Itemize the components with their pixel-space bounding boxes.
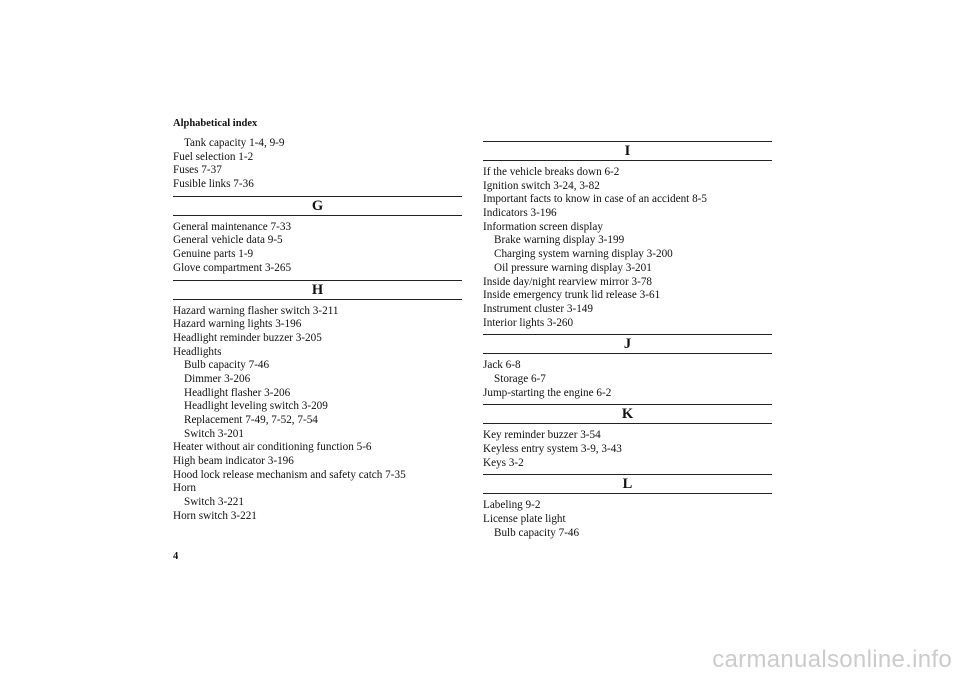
index-subentry: Headlight flasher 3-206 bbox=[184, 386, 291, 399]
section-header-l: L bbox=[483, 474, 772, 494]
index-entry: Important facts to know in case of an accident 8-5 bbox=[483, 193, 707, 206]
index-entry: Keys 3-2 bbox=[483, 456, 524, 469]
index-entry: Hazard warning flasher switch 3-211 bbox=[173, 304, 339, 317]
index-entry: Fusible links 7-36 bbox=[173, 178, 254, 191]
index-entry: Jack 6-8 bbox=[483, 359, 521, 372]
index-entry: General vehicle data 9-5 bbox=[173, 234, 283, 247]
index-subentry: Bulb capacity 7-46 bbox=[184, 359, 270, 372]
index-entry: Ignition switch 3-24, 3-82 bbox=[483, 179, 600, 192]
index-entry: Headlights bbox=[173, 345, 222, 358]
page-title: Alphabetical index bbox=[173, 118, 258, 129]
index-entry: Interior lights 3-260 bbox=[483, 316, 574, 329]
index-entry: Heater without air conditioning function 5-6 bbox=[173, 441, 372, 454]
index-entry: Indicators 3-196 bbox=[483, 207, 557, 220]
index-subentry: Storage 6-7 bbox=[494, 372, 546, 385]
index-entry: Labeling 9-2 bbox=[483, 499, 541, 512]
index-entry: Keyless entry system 3-9, 3-43 bbox=[483, 443, 622, 455]
index-column-left bbox=[173, 137, 462, 524]
index-entry: Fuses 7-37 bbox=[173, 164, 222, 177]
index-subentry: Charging system warning display 3-200 bbox=[494, 248, 673, 261]
index-entry: If the vehicle breaks down 6-2 bbox=[483, 166, 620, 178]
index-entry: Genuine parts 1-9 bbox=[173, 248, 254, 261]
section-header-h: H bbox=[173, 280, 462, 300]
index-entry: Key reminder buzzer 3-54 bbox=[483, 429, 601, 442]
index-entry: Information screen display bbox=[483, 220, 603, 233]
index-subentry: Tank capacity 1-4, 9-9 bbox=[184, 137, 285, 149]
index-entry: Jump-starting the engine 6-2 bbox=[483, 386, 612, 399]
index-subentry: Dimmer 3-206 bbox=[184, 372, 251, 385]
index-entry: Inside day/night rearview mirror 3-78 bbox=[483, 275, 653, 288]
index-entry: Instrument cluster 3-149 bbox=[483, 302, 593, 315]
section-header-k: K bbox=[483, 404, 772, 424]
index-subentry: Switch 3-221 bbox=[184, 496, 244, 509]
section-header-j: J bbox=[483, 334, 772, 354]
index-entry: Inside emergency trunk lid release 3-61 bbox=[483, 289, 661, 302]
section-header-g: G bbox=[173, 196, 462, 216]
index-entry: Hood lock release mechanism and safety catch 7-35 bbox=[173, 468, 406, 481]
index-entry: Fuel selection 1-2 bbox=[173, 150, 254, 163]
index-subentry: Replacement 7-49, 7-52, 7-54 bbox=[184, 414, 318, 426]
index-subentry: Brake warning display 3-199 bbox=[494, 234, 625, 247]
index-entry: Horn switch 3-221 bbox=[173, 509, 257, 522]
watermark: carmanualsonline.info bbox=[712, 646, 952, 673]
index-entry: High beam indicator 3-196 bbox=[173, 455, 294, 468]
index-entry: Glove compartment 3-265 bbox=[173, 261, 292, 274]
index-entry: Headlight reminder buzzer 3-205 bbox=[173, 331, 322, 344]
index-entry: Hazard warning lights 3-196 bbox=[173, 318, 302, 331]
index-subentry: Switch 3-201 bbox=[184, 427, 244, 440]
section-header-i: I bbox=[483, 141, 772, 161]
index-subentry: Bulb capacity 7-46 bbox=[494, 526, 580, 539]
index-column-right bbox=[483, 141, 772, 540]
page-number: 4 bbox=[173, 551, 179, 562]
index-entry: License plate light bbox=[483, 513, 566, 526]
index-entry: Horn bbox=[173, 482, 196, 495]
index-subentry: Oil pressure warning display 3-201 bbox=[494, 261, 652, 274]
index-subentry: Headlight leveling switch 3-209 bbox=[184, 400, 328, 413]
index-entry: General maintenance 7-33 bbox=[173, 220, 292, 233]
